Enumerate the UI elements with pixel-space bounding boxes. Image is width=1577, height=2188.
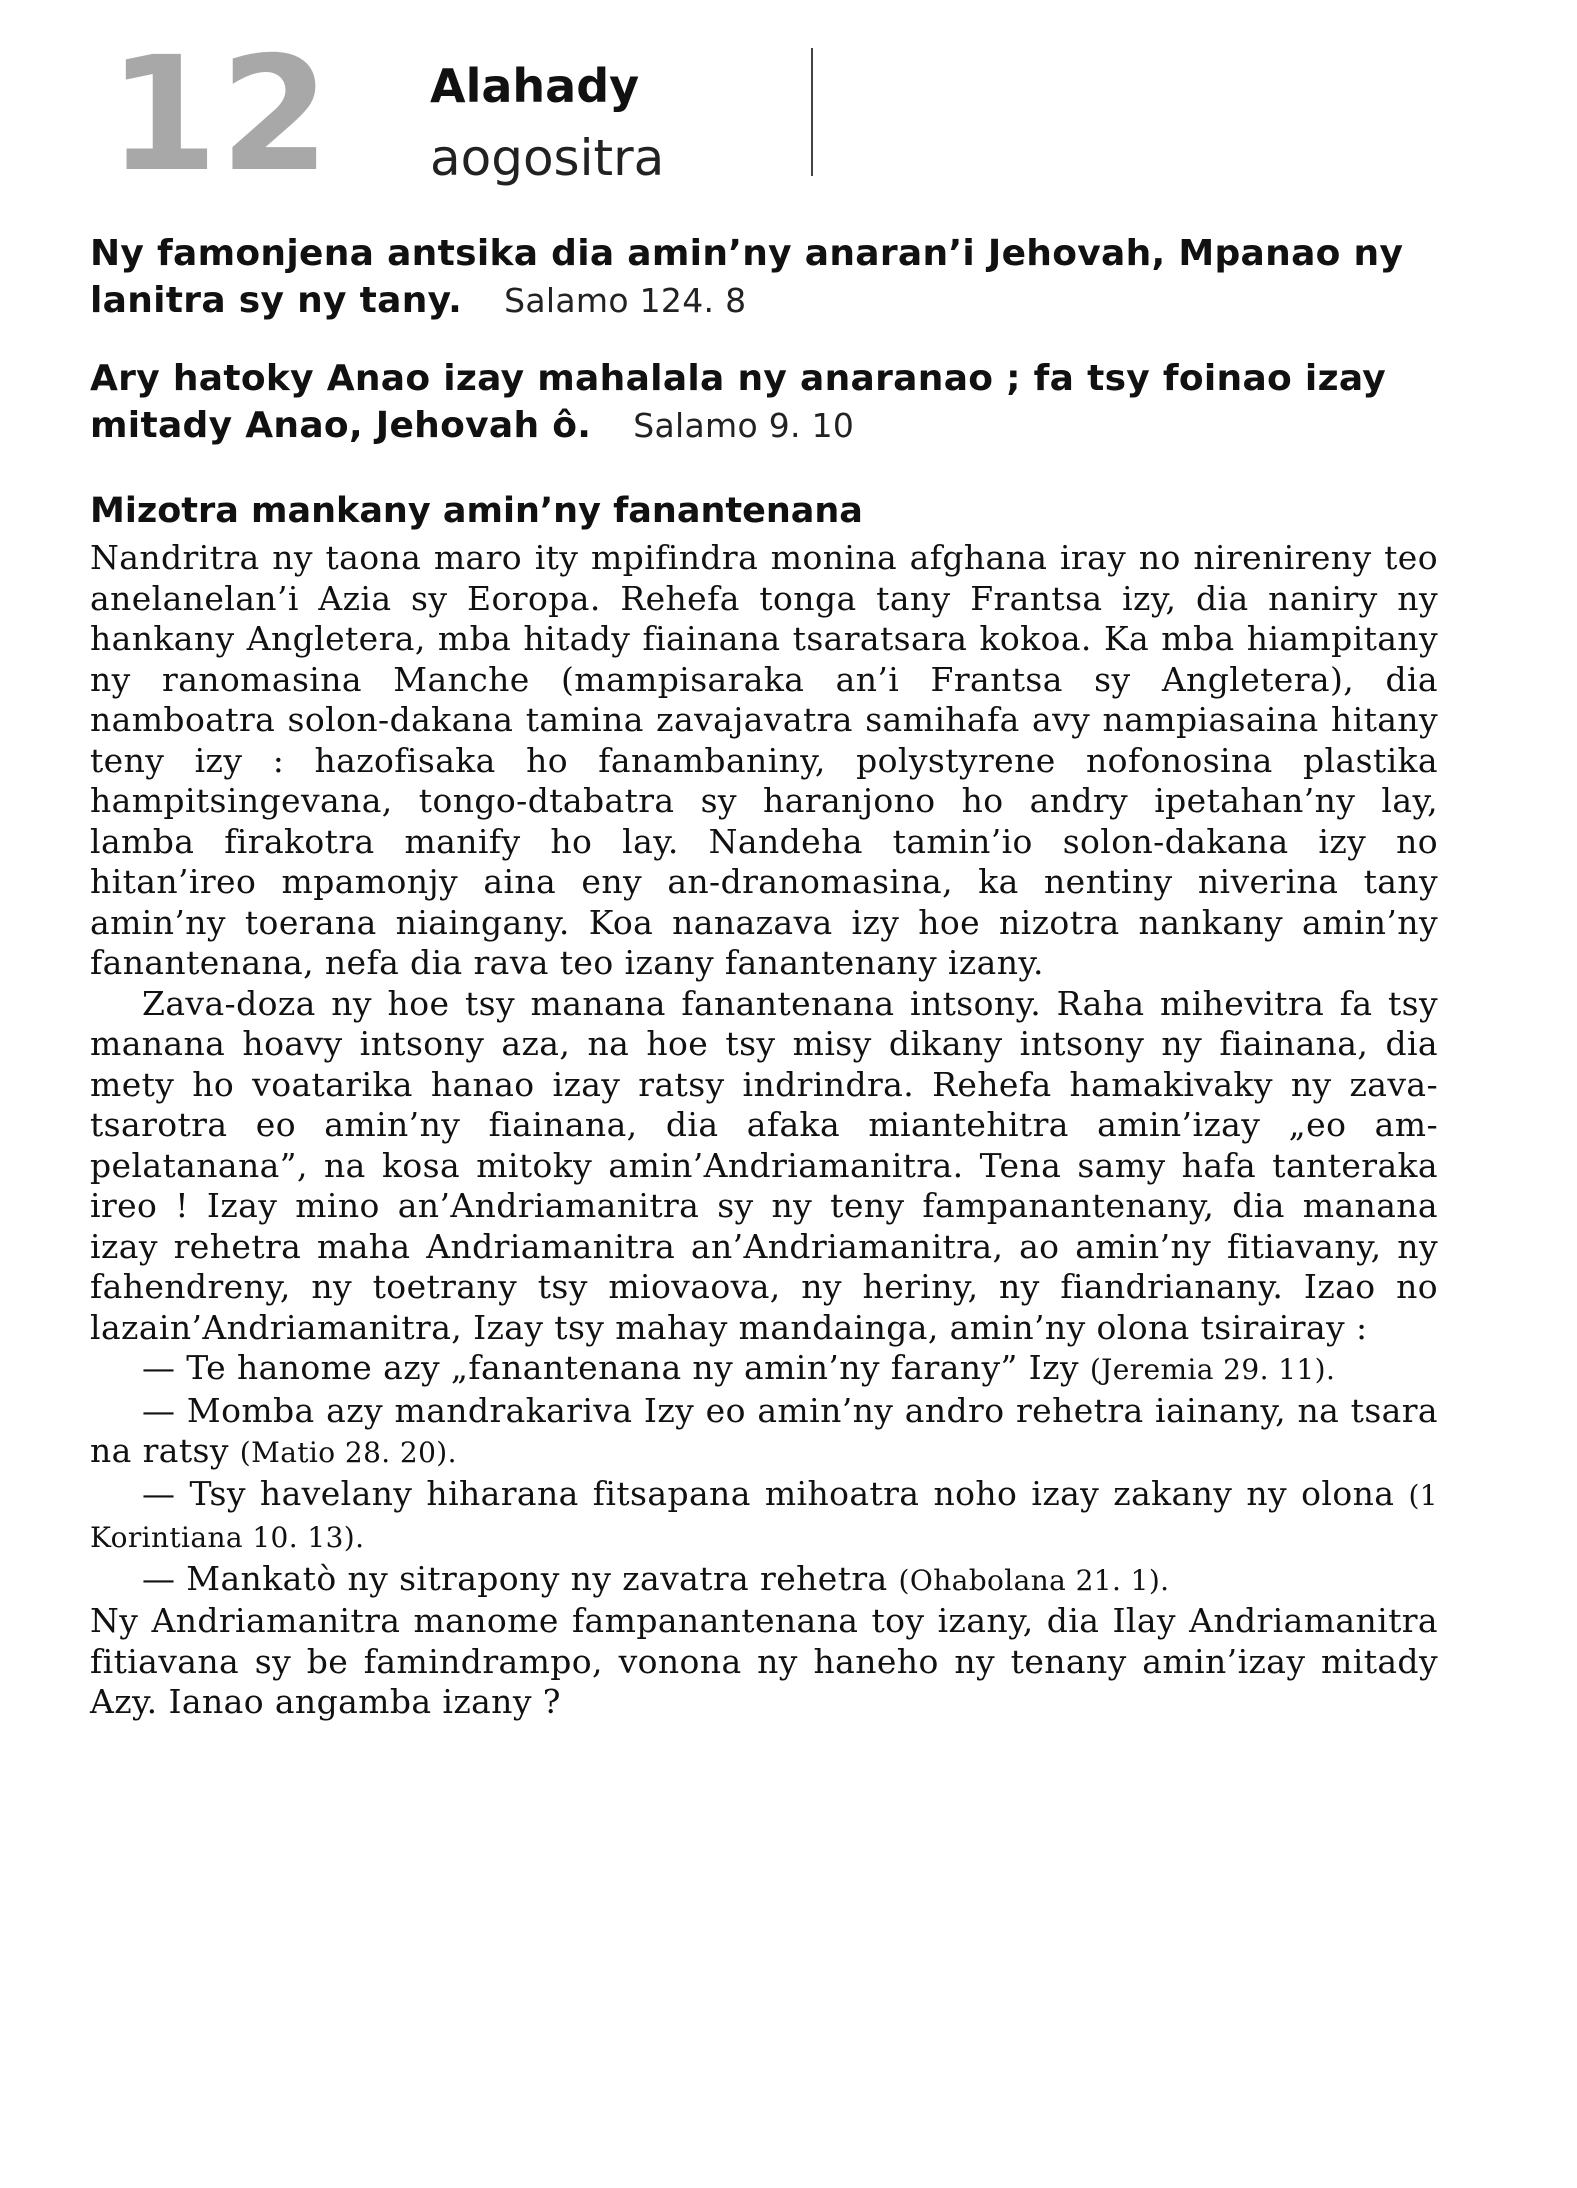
promise-text: — Te hanome azy „fanantenana ny amin’ny farany” Izy: [142, 1348, 1079, 1387]
promise-reference: (1 Korintiana 10. 13).: [90, 1478, 1438, 1554]
promise-item: [90, 1391, 1438, 1474]
closing-paragraph: Ny Andriamanitra manome fampanantenana toy izany, dia Ilay Andriamanitra fitiavana sy be famindrampo, vonona ny haneho ny tenany amin’izay mitady Azy. Ianao angamba izany ?: [90, 1601, 1438, 1721]
verse-1: [90, 230, 1438, 324]
day-number: 12: [108, 23, 332, 207]
promise-item: [90, 1559, 1438, 1602]
promise-reference: (Ohabolana 21. 1).: [898, 1563, 1170, 1597]
promise-item: [90, 1348, 1438, 1391]
paragraph-1: Nandritra ny taona maro ity mpifindra monina afghana iray no nirenireny teo anelanelan’i Azia sy Eoropa. Rehefa tonga tany Frantsa izy, dia naniry ny hankany Angletera, mba hitady fiainana tsaratsara kokoa. Ka mba hiampitany ny ranomasina Manche (mampisaraka an’i Frantsa sy Angletera), dia namboatra solon-dakana tamina zavajavatra samihafa avy nampiasaina hitany teny izy : hazofisaka ho fanambaniny, polystyrene nofonosina plastika hampitsingevana, tongo-dtabatra sy haranjono ho andry ipetahan’ny lay, lamba firakotra manify ho lay. Nandeha tamin’io solon-dakana izy no hitan’ireo mpamonjy aina eny an-dranomasina, ka nentiny niverina tany amin’ny toerana niaingany. Koa nanazava izy hoe nizotra nankany amin’ny fanantenana, nefa dia rava teo izany fanantenany izany.: [90, 538, 1438, 982]
paragraph-2: Zava-doza ny hoe tsy manana fanantenana intsony. Raha mihevitra fa tsy manana hoavy intsony aza, na hoe tsy misy dikany intsony ny fiainana, dia mety ho voatarika hanao izay ratsy indrindra. Rehefa hamakivaky ny zava-tsarotra eo amin’ny fiainana, dia afaka miantehitra amin’izay „eo am-pelatanana”, na kosa mitoky amin’Andriamanitra. Tena samy hafa tanteraka ireo ! Izay mino an’Andriamanitra sy ny teny fampanantenany, dia manana izay rehetra maha Andriamanitra an’Andriamanitra, ao amin’ny fitiavany, ny fahendreny, ny toetrany tsy miovaova, ny heriny, ny fiandrianany. Izao no lazain’Andriamanitra, Izay tsy mahay mandainga, amin’ny olona tsirairay :: [90, 983, 1438, 1347]
verse-2: [90, 355, 1438, 449]
promise-text: — Momba azy mandrakariva Izy eo amin’ny andro rehetra iainany, na tsara na ratsy: [90, 1390, 1438, 1470]
promise-text: — Tsy havelany hiharana fitsapana mihoatra noho izay zakany ny olona: [142, 1473, 1395, 1513]
promise-reference: (Matio 28. 20).: [239, 1436, 457, 1469]
verse-1-reference: Salamo 124. 8: [504, 281, 747, 320]
promise-item: [90, 1474, 1438, 1559]
weekday: Alahady: [430, 59, 640, 113]
verse-2-text: Ary hatoky Anao izay mahalala ny anaranao ; fa tsy foinao izay mitady Anao, Jehovah ô.: [90, 358, 1387, 446]
verse-1-text: Ny famonjena antsika dia amin’ny anaran’i Jehovah, Mpanao ny lanitra sy ny tany.: [90, 233, 1404, 321]
section-title: Mizotra mankany amin’ny fanantenana: [90, 491, 863, 531]
header-divider: [811, 48, 813, 176]
body-text: [90, 538, 1438, 1723]
promise-text: — Mankatò ny sitrapony ny zavatra rehetra: [142, 1558, 888, 1598]
month: aogositra: [430, 129, 665, 187]
promise-reference: (Jeremia 29. 11).: [1089, 1353, 1336, 1386]
verse-2-reference: Salamo 9. 10: [633, 406, 855, 445]
